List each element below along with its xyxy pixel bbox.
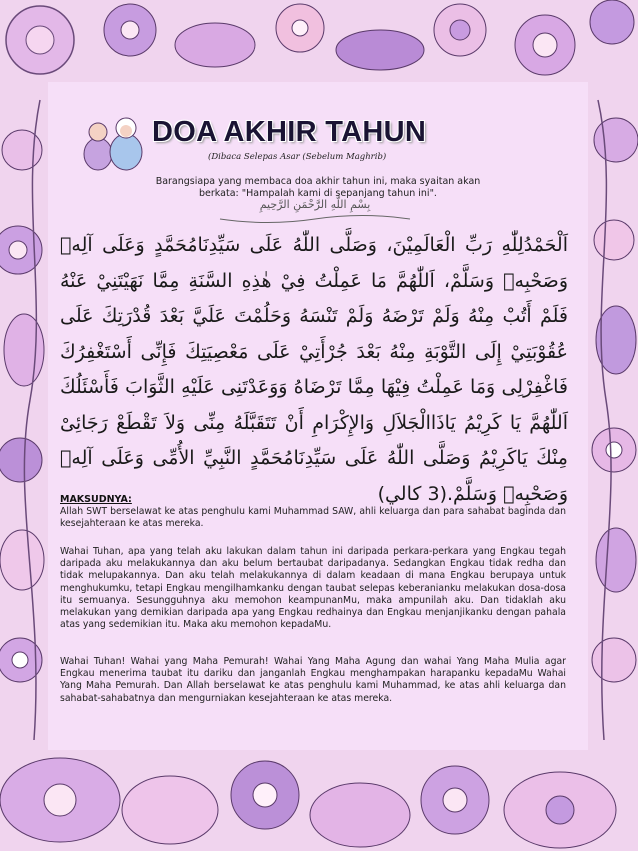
children-illustration	[78, 112, 150, 172]
translation-paragraph: Wahai Tuhan! Wahai yang Maha Pemurah! Wahai Yang Maha Agung dan wahai Yang Maha Mulia agar Engkau menerima taubat itu dariku dan janganlah Engkau menghampakan harapanku kepadaMu Wahai Yang Maha Pemurah. Dan Allah berselawat ke atas penghulu kami Muhammad, ke atas ahli keluarga dan sahabat-sahabatnya dan mengurniakan kesejahteraan ke atas mereka.	[60, 656, 566, 704]
translation-paragraph: Allah SWT berselawat ke atas penghulu kami Muhammad SAW, ahli keluarga dan para sahabat baginda dan kesejahteraan ke atas mereka.	[60, 506, 566, 530]
page-title: DOA AKHIR TAHUN	[152, 116, 427, 148]
arabic-prayer-text: اَلْحَمْدُلِلّٰهِ رَبِّ الْعَالَمِيْنَ، وَصَلَّى اللّٰهُ عَلَى سَيِّدِنَامُحَمَّدٍ وَعَلَى آلِهٖ وَصَحْبِهٖ وَسَلَّمْ، اَللّٰهُمَّ مَا عَمِلْتُ فِيْ هٰذِهِ السَّنَةِ مِمَّا نَهَيْتَنِيْ عَنْهُ فَلَمْ أَتُبْ مِنْهُ وَلَمْ تَرْضَهُ وَلَمْ تَنْسَهُ وَحَلُمْتَ عَلَيَّ بَعْدَ قُدْرَتِكَ عَلَى عُقُوْبَتِيْ إِلَى التَّوْبَةِ مِنْهُ بَعْدَ جُرْأَتِيْ عَلَى مَعْصِيَتِكَ فَإِنِّى أَسْتَغْفِرُكَ فَاغْفِرْلِى وَمَا عَمِلْتُ فِيْهَا مِمَّا تَرْضَاهُ وَوَعَدْتَنِى عَلَيْهِ الثَّوَابَ فَأَسْئَلُكَ اَللّٰهُمَّ يَا كَرِيْمُ يَاذَاالْجَلاَلِ وَالإِكْرَامِ أَنْ تَتَقَبَّلَهُ مِنِّى وَلاَ تَقْطَعْ رَجَائِىْ مِنْكَ يَاكَرِيْمُ وَصَلَّى اللّٰهُ عَلَى سَيِّدِنَامُحَمَّدٍ النَّبِيِّ الأُمِّى وَعَلَى آلِهٖ وَصَحْبِهٖ وَسَلَّمْ.(3 كالي)	[60, 234, 568, 505]
translation-paragraph: Wahai Tuhan, apa yang telah aku lakukan dalam tahun ini daripada perkara-perkara yang Engkau tegah daripada aku melakukannya dan aku belum bertaubat daripadanya. Sedangkan Engkau tidak redha dan tidak melupakannya. Dan aku telah melakukannya di dalam keadaan di mana Engkau berupaya untuk menghukumku, tetapi Engkau mengilhamkanku dengan taubat selepas keberanianku melakukan dosa-dosa itu semuanya. Sesungguhnya aku memohon keampunanMu, maka ampunilah aku. Dan tidaklah aku melakukan yang demikian daripada apa yang Engkau redhainya dan Engkau menjanjikanku dengan pahala atas yang sedemikian itu. Maka aku memohon kepadaMu.	[60, 546, 566, 631]
basmalah-ornament	[218, 212, 412, 226]
basmalah: بِسْمِ اللَّهِ الرَّحْمَنِ الرَّحِيمِ	[259, 198, 371, 211]
section-heading: MAKSUDNYA:	[60, 494, 132, 505]
title-block	[78, 112, 478, 172]
subtitle: (Dibaca Selepas Asar (Sebelum Maghrib)	[208, 152, 387, 162]
intro-text: Barangsiapa yang membaca doa akhir tahun ini, maka syaitan akan berkata: "Hampalah kami di sepanjang tahun ini".	[155, 176, 481, 199]
